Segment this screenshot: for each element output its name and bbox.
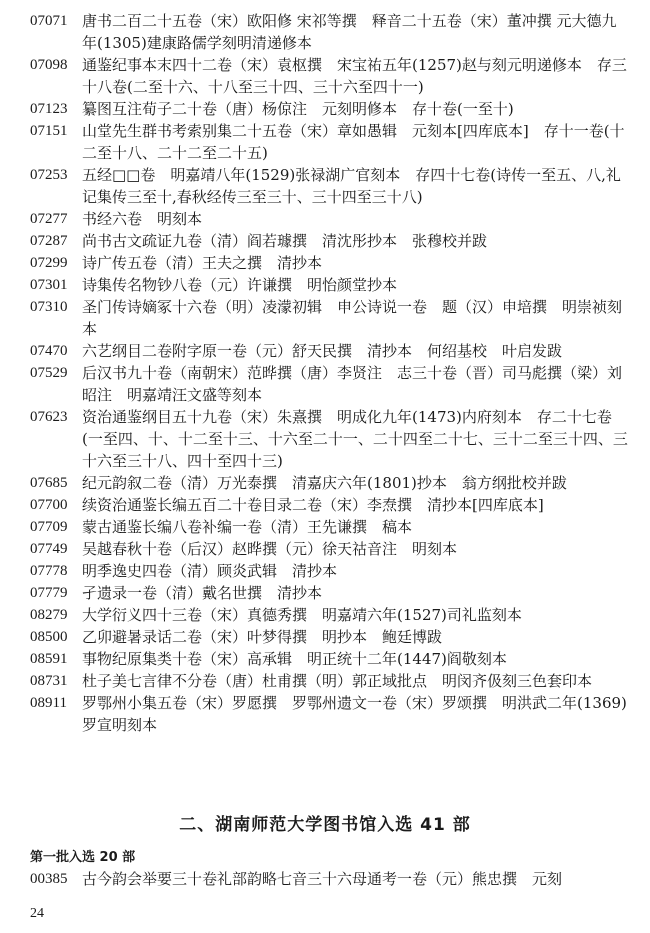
batch-heading: 第一批入选 20 部 — [30, 850, 136, 865]
list-item — [30, 340, 630, 362]
entry-text: 蒙古通鉴长编八卷补编一卷（清）王先谦撰 稿本 — [82, 518, 413, 536]
list-item — [30, 604, 630, 626]
entry-number: 08591 — [30, 651, 68, 667]
section-heading: 二、湖南师范大学图书馆入选 41 部 — [179, 815, 471, 835]
entry-text: 后汉书九十卷（南朝宋）范晔撰（唐）李贤注 志三十卷（晋）司马彪撰（梁）刘昭注 明嘉靖汪文盛等刻本 — [82, 364, 623, 404]
list-item — [30, 274, 630, 296]
entry-number: 07151 — [30, 123, 68, 139]
entry-text: 明季逸史四卷（清）顾炎武辑 清抄本 — [82, 562, 338, 580]
list-item — [30, 670, 630, 692]
list-item — [30, 560, 630, 582]
entry-text: 杜子美七言律不分卷（唐）杜甫撰（明）郭正域批点 明闵齐伋刻三色套印本 — [82, 672, 593, 690]
entry-number: 07287 — [30, 233, 68, 249]
entry-number: 08500 — [30, 629, 68, 645]
entry-list — [30, 10, 630, 736]
entry-number: 07277 — [30, 211, 68, 227]
entry-text: 唐书二百二十五卷（宋）欧阳修 宋祁等撰 释音二十五卷（宋）董冲撰 元大德九年(1305)建康路儒学刻明清递修本 — [82, 12, 617, 52]
list-item — [30, 494, 630, 516]
entry-number: 07779 — [30, 585, 68, 601]
entry-text: 书经六卷 明刻本 — [82, 210, 203, 228]
list-item — [30, 516, 630, 538]
entry-number: 07253 — [30, 167, 68, 183]
entry-number: 07700 — [30, 497, 68, 513]
list-item — [30, 10, 630, 54]
entry-text: 吴越春秋十卷（后汉）赵晔撰（元）徐天祜音注 明刻本 — [82, 540, 458, 558]
entry-text: 通鉴纪事本末四十二卷（宋）袁枢撰 宋宝祐五年(1257)赵与刻元明递修本 存三十八卷(二至十六、十八至三十四、三十六至四十一) — [82, 56, 627, 96]
entry-number: 07749 — [30, 541, 68, 557]
list-item — [30, 252, 630, 274]
list-item — [30, 868, 650, 890]
list-item — [30, 54, 630, 98]
entry-number: 08279 — [30, 607, 68, 623]
entry-text: 资治通鉴纲目五十九卷（宋）朱熹撰 明成化九年(1473)内府刻本 存二十七卷(一至四、十、十二至十三、十六至二十一、二十四至二十七、三十二至三十四、三十六至三十八、四十至四十三) — [82, 408, 628, 470]
entry-number: 07778 — [30, 563, 68, 579]
entry-number: 07529 — [30, 365, 68, 381]
entry-number: 07071 — [30, 13, 68, 29]
entry-text: 六艺纲目二卷附字原一卷（元）舒天民撰 清抄本 何绍基校 叶启发跋 — [82, 342, 563, 360]
entry-number: 08911 — [30, 695, 67, 711]
list-item — [30, 120, 630, 164]
list-item — [30, 208, 630, 230]
entry-text: 事物纪原集类十卷（宋）高承辑 明正统十二年(1447)阎敬刻本 — [82, 650, 507, 668]
list-item — [30, 472, 630, 494]
entry-text: 圣门传诗嫡冢十六卷（明）凌濛初辑 申公诗说一卷 题（汉）申培撰 明崇祯刻本 — [82, 298, 623, 338]
entry-number: 07470 — [30, 343, 68, 359]
list-item — [30, 538, 630, 560]
entry-number: 07098 — [30, 57, 68, 73]
entry-text: 纂图互注荀子二十卷（唐）杨倞注 元刻明修本 存十卷(一至十) — [82, 100, 514, 118]
entry-text: 五经□□卷 明嘉靖八年(1529)张禄湖广官刻本 存四十七卷(诗传一至五、八,礼记集传三至十,春秋经传三至三十、三十四至三十八) — [82, 166, 621, 206]
list-item — [30, 98, 630, 120]
entry-number: 07123 — [30, 101, 68, 117]
entry-text: 纪元韵叙二卷（清）万光泰撰 清嘉庆六年(1801)抄本 翁方纲批校并跋 — [82, 474, 567, 492]
list-item — [30, 648, 630, 670]
entry-text: 乙卯避暑录话二卷（宋）叶梦得撰 明抄本 鲍廷博跋 — [82, 628, 443, 646]
entry-number: 07709 — [30, 519, 68, 535]
list-item — [30, 230, 630, 252]
entry-text: 大学衍义四十三卷（宋）真德秀撰 明嘉靖六年(1527)司礼监刻本 — [82, 606, 522, 624]
list-item — [30, 362, 630, 406]
entry-text: 诗集传名物钞八卷（元）许谦撰 明怡颜堂抄本 — [82, 276, 398, 294]
entry-number: 08731 — [30, 673, 68, 689]
entry-text: 山堂先生群书考索别集二十五卷（宋）章如愚辑 元刻本[四库底本] 存十一卷(十二至十八、二十二至二十五) — [82, 122, 625, 162]
list-item — [30, 406, 630, 472]
list-item — [30, 296, 630, 340]
entry-number: 00385 — [30, 871, 68, 887]
entry-text: 古今韵会举要三十卷礼部韵略七音三十六母通考一卷（元）熊忠撰 元刻 — [82, 870, 563, 888]
entry-number: 07623 — [30, 409, 68, 425]
entry-text: 罗鄂州小集五卷（宋）罗愿撰 罗鄂州遗文一卷（宋）罗颂撰 明洪武二年(1369)罗宣明刻本 — [82, 694, 627, 734]
list-item — [30, 692, 630, 736]
entry-text: 诗广传五卷（清）王夫之撰 清抄本 — [82, 254, 323, 272]
list-item — [30, 582, 630, 604]
entry-text: 续资治通鉴长编五百二十卷目录二卷（宋）李焘撰 清抄本[四库底本] — [82, 496, 544, 514]
entry-text: 孑遗录一卷（清）戴名世撰 清抄本 — [82, 584, 323, 602]
entry-number: 07685 — [30, 475, 68, 491]
list-item — [30, 626, 630, 648]
entry-number: 07301 — [30, 277, 68, 293]
entry-number: 07310 — [30, 299, 68, 315]
entry-number: 07299 — [30, 255, 68, 271]
page-number: 24 — [30, 906, 44, 921]
list-item — [30, 164, 630, 208]
entry-text: 尚书古文疏证九卷（清）阎若璩撰 清沈彤抄本 张穆校并跋 — [82, 232, 488, 250]
